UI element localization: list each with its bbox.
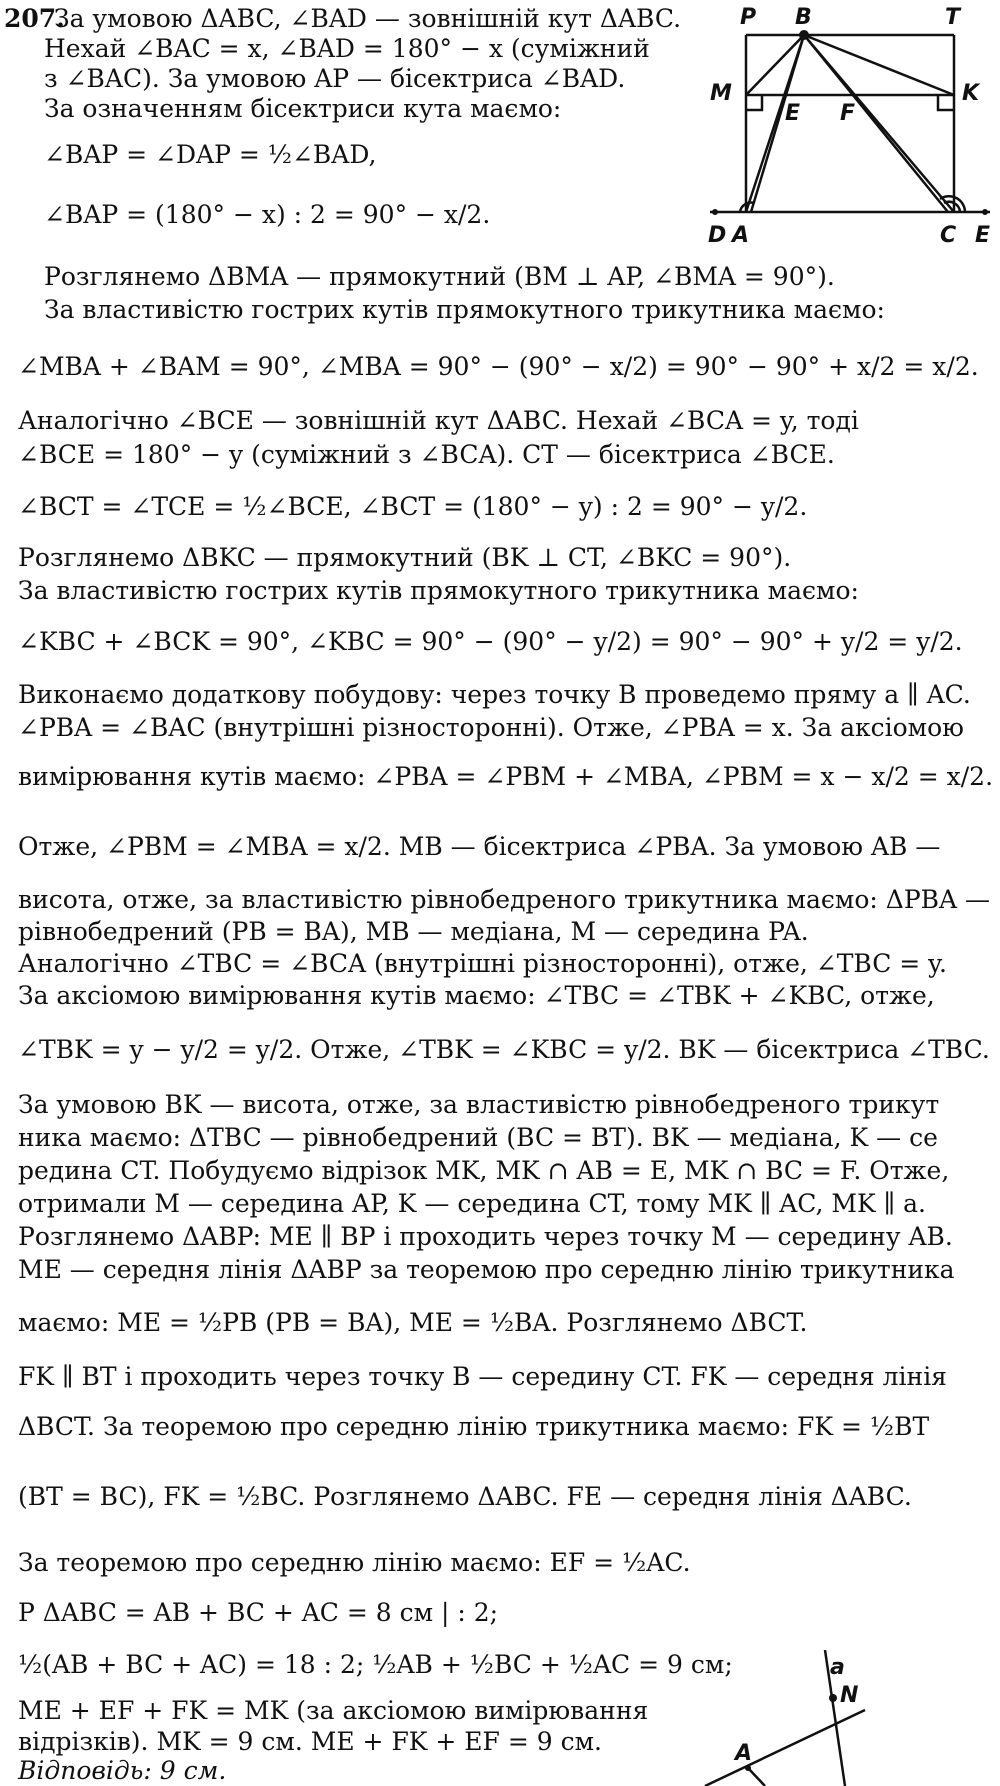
text-line: За властивістю гострих кутів прямокутного трикутника маємо: (44, 295, 885, 324)
problem-number: 207. (4, 4, 65, 33)
label-P: P (740, 5, 757, 30)
formula-line: ∠KBC + ∠BCK = 90°, ∠KBC = 90° − (90° − y/2) = 90° − 90° + y/2 = y/2. (18, 627, 963, 656)
formula-line: Отже, ∠PBM = ∠MBA = x/2. MB — бісектриса ∠PBA. За умовою AB — (18, 832, 941, 861)
segment-BT-corner (804, 35, 954, 212)
text-line: За властивістю гострих кутів прямокутного трикутника маємо: (18, 576, 859, 605)
label-M: M (710, 81, 732, 106)
text-line: ME — середня лінія ΔABP за теоремою про середню лінію трикутника (18, 1255, 955, 1284)
formula-line: P ΔABC = AB + BC + AC = 8 см | : 2; (18, 1598, 499, 1627)
text-line: з ∠BAC). За умовою AP — бісектриса ∠BAD. (44, 64, 626, 93)
segment-A-down (748, 1768, 765, 1786)
formula-line: ∠BAP = ∠DAP = ½∠BAD, (44, 140, 377, 169)
point-N (829, 1694, 837, 1702)
text-line: Розглянемо ΔABP: ME ∥ BP і проходить через точку M — середину AB. (18, 1222, 953, 1251)
geometry-figure-top (690, 0, 1000, 250)
text-line: Аналогічно ∠BCE — зовнішній кут ΔABC. Нехай ∠BCA = y, тоді (18, 406, 859, 435)
formula-line: ½(AB + BC + AC) = 18 : 2; ½AB + ½BC + ½AC = 9 см; (18, 1650, 733, 1679)
text-line: Розглянемо ΔBKC — прямокутний (BK ⊥ CT, ∠BKC = 90°). (18, 543, 792, 572)
formula-line: ∠TBK = y − y/2 = y/2. Отже, ∠TBK = ∠KBC = y/2. BK — бісектриса ∠TBC. (18, 1035, 990, 1064)
label-N: N (840, 1683, 859, 1708)
point-E-base (982, 209, 988, 215)
text-line: Виконаємо додаткову побудову: через точку B проведемо пряму a ∥ AC. (18, 680, 971, 709)
point-D (712, 209, 718, 215)
label-a: a (830, 1655, 845, 1680)
formula-line: ΔBCT. За теоремою про середню лінію трикутника маємо: FK = ½BT (18, 1412, 930, 1441)
text-line: FK ∥ BT і проходить через точку B — середину CT. FK — середня лінія (18, 1362, 947, 1391)
label-E: E (975, 223, 991, 248)
label-B: B (795, 5, 812, 30)
text-line: ∠BCE = 180° − y (суміжний з ∠BCA). CT — бісектриса ∠BCE. (18, 440, 835, 469)
right-angle-mark-M (746, 95, 762, 110)
formula-line: (BT = BC), FK = ½BC. Розглянемо ΔABC. FE — середня лінія ΔABC. (18, 1482, 912, 1511)
label-C: C (940, 223, 957, 248)
formula-line: За теоремою про середню лінію маємо: EF = ½AC. (18, 1548, 691, 1577)
text-line: рівнобедрений (PB = BA), MB — медіана, M — середина PA. (18, 917, 809, 946)
text-line: За умовою BK — висота, отже, за властивістю рівнобедреного трикут (18, 1090, 940, 1119)
text-line: ME + EF + FK = MK (за аксіомою вимірювання (18, 1696, 649, 1725)
formula-line: ∠BCT = ∠TCE = ½∠BCE, ∠BCT = (180° − y) : 2 = 90° − y/2. (18, 492, 808, 521)
text-line: відрізків). MK = 9 см. ME + FK + EF = 9 см. (18, 1727, 602, 1756)
text-line: За умовою ΔABC, ∠BAD — зовнішній кут ΔABC. (54, 4, 682, 33)
text-line: отримали M — середина AP, K — середина CT, тому MK ∥ AC, MK ∥ a. (18, 1189, 926, 1218)
text-line: За аксіомою вимірювання кутів маємо: ∠TBC = ∠TBK + ∠KBC, отже, (18, 981, 935, 1010)
text-line: ∠PBA = ∠BAC (внутрішні різносторонні). Отже, ∠PBA = x. За аксіомою (18, 713, 964, 742)
text-line: редина CT. Побудуємо відрізок MK, MK ∩ AB = E, MK ∩ BC = F. Отже, (18, 1156, 950, 1185)
label-T: T (945, 5, 961, 30)
formula-line: ∠BAP = (180° − x) : 2 = 90° − x/2. (44, 200, 491, 229)
formula-line: маємо: ME = ½PB (PB = BA), ME = ½BA. Розглянемо ΔBCT. (18, 1308, 808, 1337)
geometry-figure-bottom (690, 1650, 1000, 1786)
text-line: висота, отже, за властивістю рівнобедреного трикутника маємо: ΔPBA — (18, 885, 991, 914)
text-line: За означенням бісектриси кута маємо: (44, 94, 562, 123)
formula-line: вимірювання кутів маємо: ∠PBA = ∠PBM + ∠MBA, ∠PBM = x − x/2 = x/2. (18, 762, 994, 791)
formula-line: ∠MBA + ∠BAM = 90°, ∠MBA = 90° − (90° − x/2) = 90° − 90° + x/2 = x/2. (18, 352, 979, 381)
line-AN (705, 1710, 865, 1786)
text-line: ника маємо: ΔTBC — рівнобедрений (BC = BT). BK — медіана, K — се (18, 1123, 938, 1152)
right-angle-mark-K (938, 95, 954, 110)
label-E: E (785, 101, 801, 126)
label-A: A (732, 223, 750, 248)
answer-line: Відповідь: 9 см. (18, 1756, 227, 1785)
text-line: Аналогічно ∠TBC = ∠BCA (внутрішні різносторонні), отже, ∠TBC = y. (18, 949, 947, 978)
point-B (799, 30, 809, 40)
text-line: Нехай ∠BAC = x, ∠BAD = 180° − x (суміжний (44, 34, 650, 63)
segment-BK (804, 35, 954, 95)
label-A: A (735, 1741, 753, 1766)
label-F: F (840, 101, 856, 126)
label-D: D (708, 223, 727, 248)
text-line: Розглянемо ΔBMA — прямокутний (BM ⊥ AP, ∠BMA = 90°). (44, 262, 835, 291)
label-K: K (962, 81, 980, 106)
